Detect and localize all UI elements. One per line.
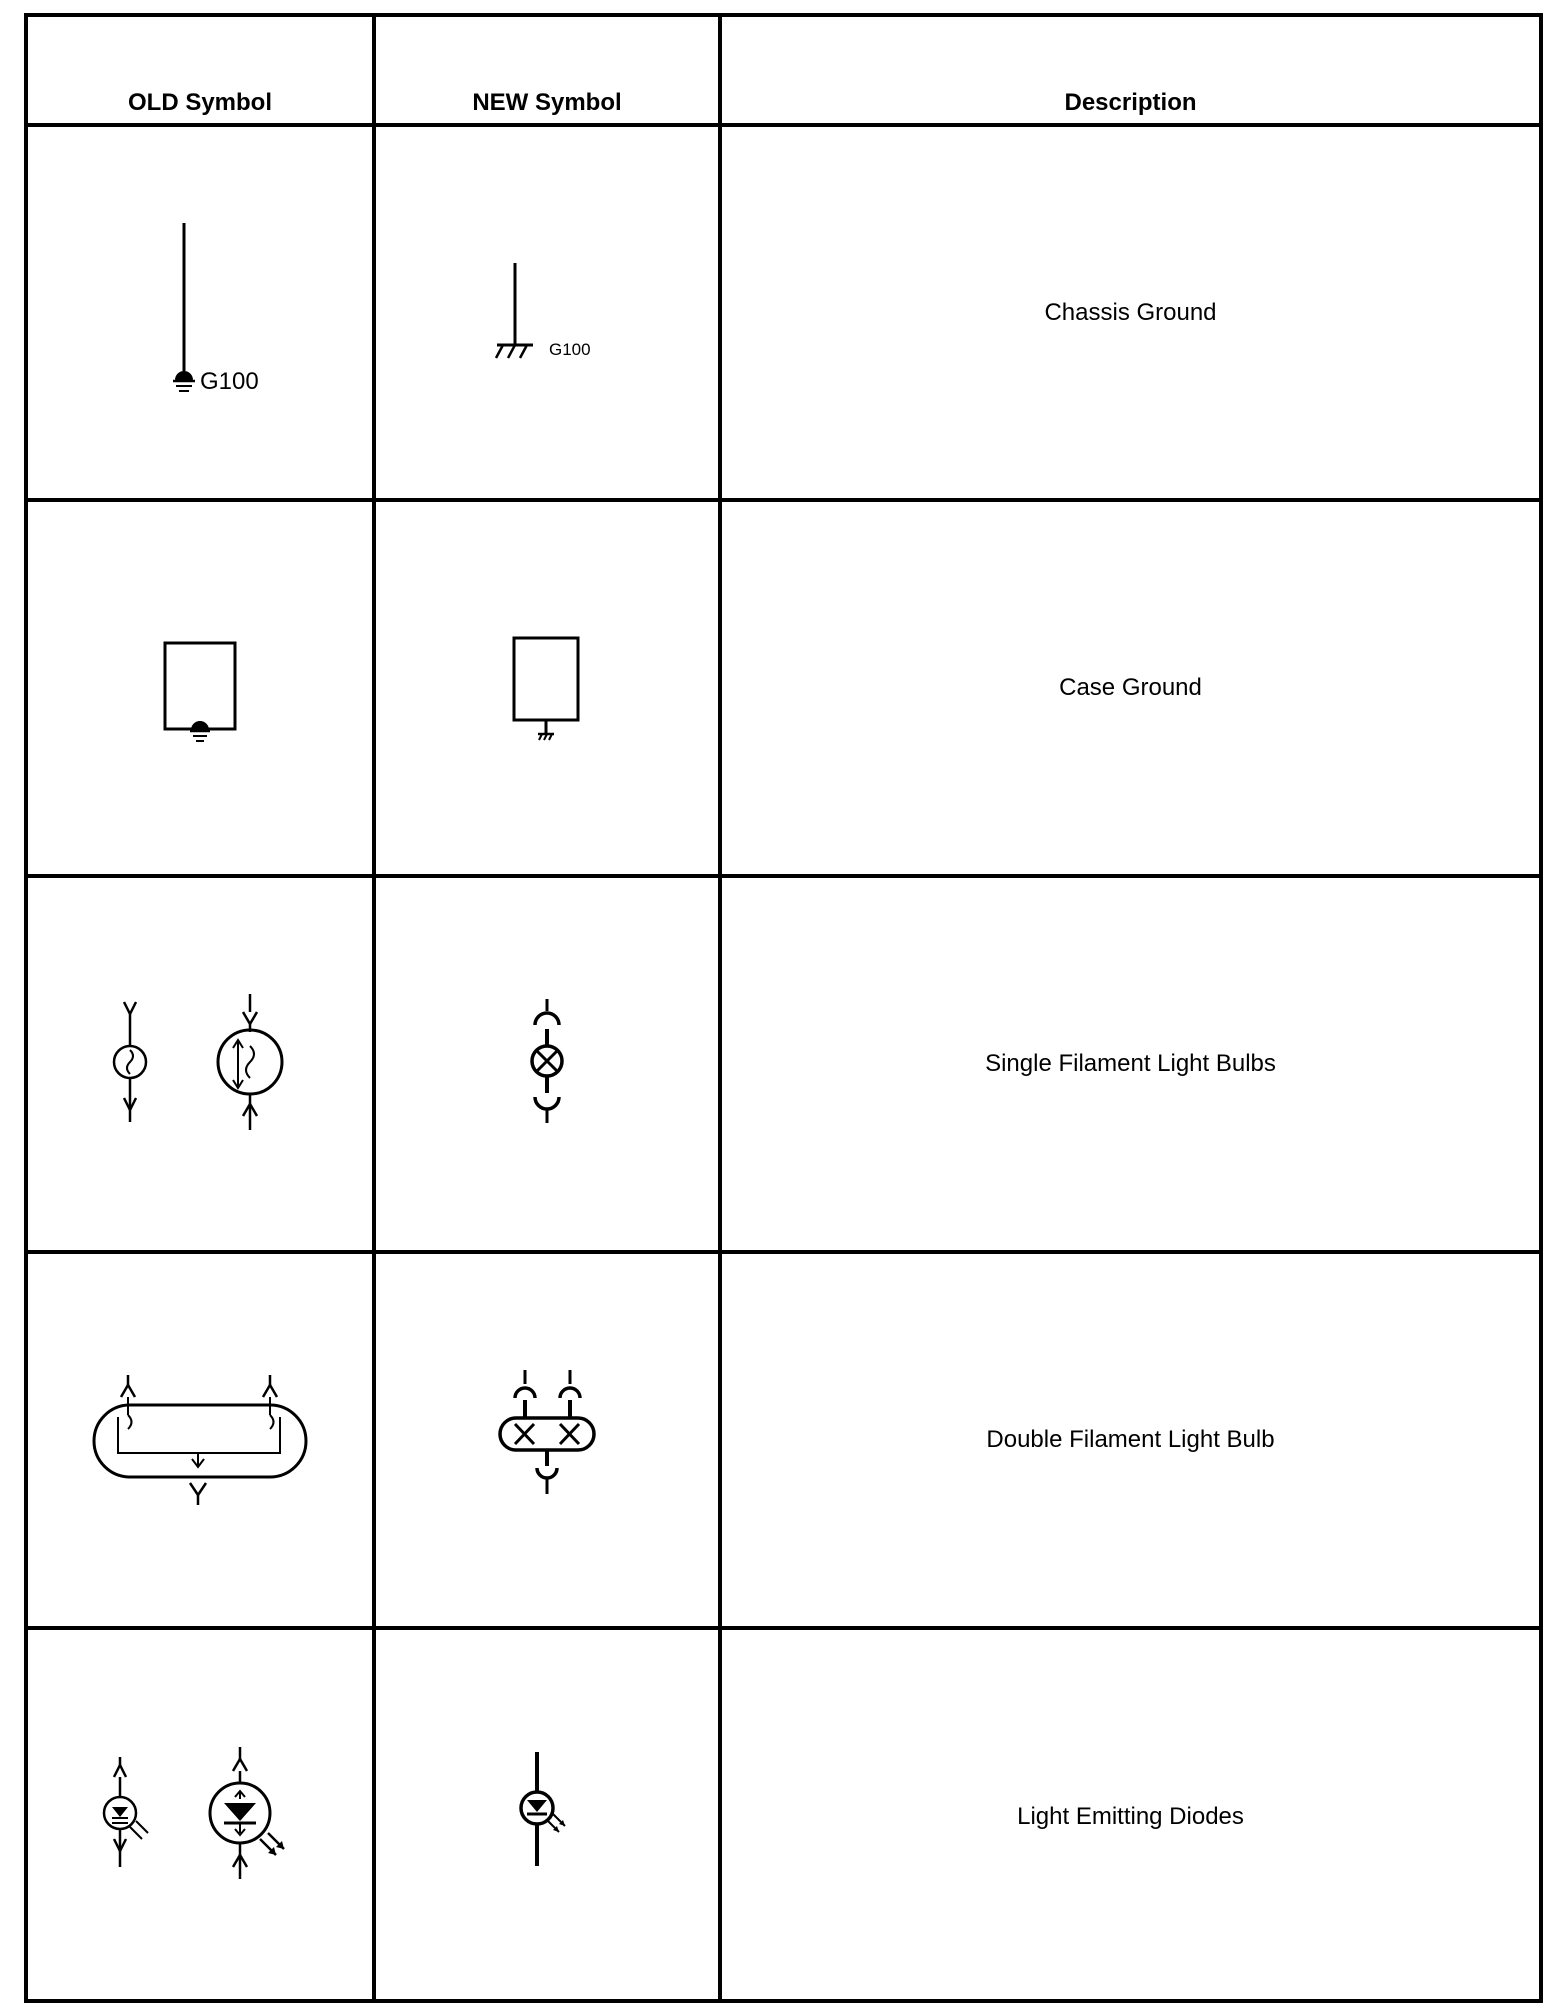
single-filament-bulb-old-icon (100, 994, 300, 1134)
table-row-5-old-cell (28, 1630, 372, 2003)
table-row-4-description: Double Filament Light Bulb (986, 1426, 1275, 1453)
table-row-3-old-cell (28, 878, 372, 1250)
table-row-1-new-cell (376, 127, 718, 498)
table-row-2-description: Case Ground (1059, 674, 1202, 701)
double-filament-bulb-old-icon (90, 1375, 310, 1505)
led-old-icon (90, 1747, 310, 1887)
ground-label-old: G100 (200, 367, 259, 395)
chassis-ground-new-icon (487, 263, 607, 363)
table-row-5-new-cell (376, 1630, 718, 2003)
header-description: Description (1064, 89, 1197, 116)
table-row-4-new-cell (376, 1254, 718, 1626)
double-filament-bulb-new-icon (492, 1370, 602, 1510)
case-ground-new-icon (502, 628, 592, 748)
table-row-1-old-cell (28, 127, 372, 498)
single-filament-bulb-new-icon (517, 999, 577, 1129)
table-row-5-description: Light Emitting Diodes (1017, 1802, 1244, 1830)
table-row-4-old-cell (28, 1254, 372, 1626)
table-row-2-new-cell (376, 502, 718, 874)
header-old-symbol: OLD Symbol (127, 89, 272, 116)
table-row-3-new-cell (376, 878, 718, 1250)
table-row-2-old-cell (28, 502, 372, 874)
header-new-symbol: NEW Symbol (472, 89, 622, 116)
table-row-3-description: Single Filament Light Bulbs (985, 1050, 1276, 1077)
symbol-comparison-table (24, 13, 1543, 2003)
ground-label-new: G100 (549, 339, 591, 359)
table-row-1-description: Chassis Ground (1044, 298, 1217, 326)
chassis-ground-old-icon (140, 223, 260, 403)
case-ground-old-icon (155, 633, 245, 743)
led-new-icon (507, 1752, 587, 1882)
